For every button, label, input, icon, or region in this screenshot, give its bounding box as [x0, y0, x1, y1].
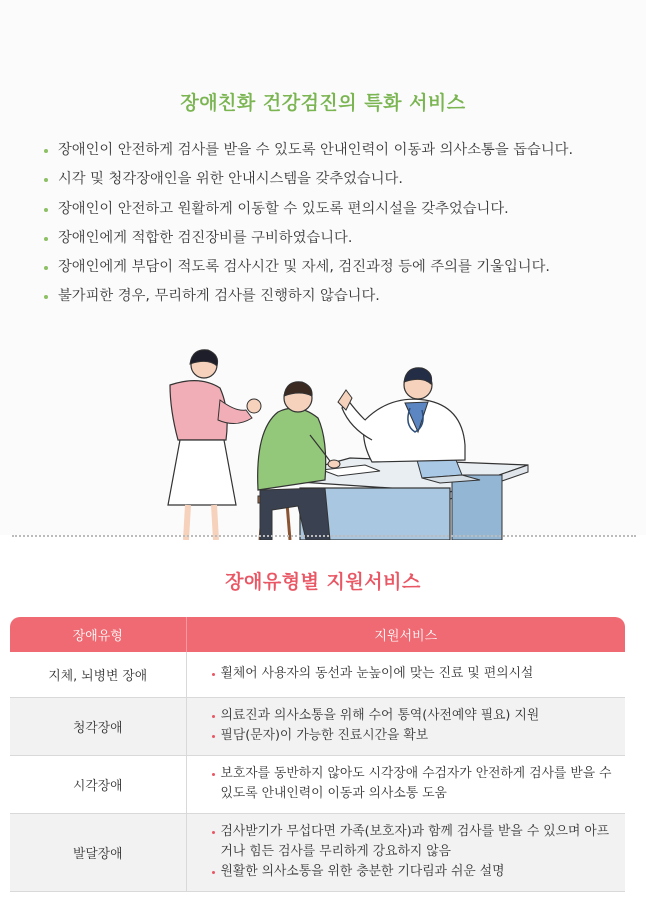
- section-title-support-by-type: 장애유형별 지원서비스: [225, 571, 421, 593]
- table-row: [10, 697, 625, 755]
- section-divider: [12, 535, 636, 537]
- disability-type-cell: 발달장애: [10, 813, 186, 891]
- column-header-service: 지원서비스: [186, 617, 625, 652]
- bullet-dot-icon: [44, 208, 48, 212]
- support-table: [10, 617, 625, 892]
- service-item-text: 보호자를 동반하지 않아도 시각장애 수검자가 안전하게 검사를 받을 수 있도록 안내인력이 이동과 의사소통 도움: [220, 766, 612, 801]
- table-row: [10, 755, 625, 813]
- service-item: [212, 862, 614, 882]
- service-item-text: 검사받기가 무섭다면 가족(보호자)과 함께 검사를 받을 수 있으며 아프거나 힘든 검사를 무리하게 강요하지 않음: [220, 824, 610, 859]
- feature-item: [44, 136, 573, 165]
- service-cell: [186, 813, 625, 891]
- bullet-dot-icon: [44, 149, 48, 153]
- disability-type-cell: 청각장애: [10, 697, 186, 755]
- bullet-dot-icon: [44, 295, 48, 299]
- feature-item: [44, 282, 573, 311]
- bullet-dot-icon: [212, 735, 215, 738]
- feature-item-text: 장애인에게 적합한 검진장비를 구비하였습니다.: [58, 229, 353, 246]
- bullet-dot-icon: [44, 266, 48, 270]
- feature-item-text: 장애인이 안전하게 검사를 받을 수 있도록 안내인력이 이동과 의사소통을 돕습니다.: [58, 142, 574, 158]
- service-item-text: 휠체어 사용자의 동선과 눈높이에 맞는 진료 및 편의시설: [220, 666, 534, 682]
- disability-type-cell: 지체, 뇌병변 장애: [10, 652, 186, 697]
- bullet-dot-icon: [44, 178, 48, 182]
- service-cell: [186, 697, 625, 755]
- service-item: [212, 664, 614, 684]
- feature-item-text: 장애인에게 부담이 적도록 검사시간 및 자세, 검진과정 등에 주의를 기울입니다.: [58, 259, 550, 276]
- section-title-special-services: 장애친화 건강검진의 특화 서비스: [180, 92, 466, 114]
- service-item-text: 의료진과 의사소통을 위해 수어 통역(사전예약 필요) 지원: [220, 708, 540, 723]
- feature-item: [44, 195, 573, 224]
- disability-type-cell: 시각장애: [10, 755, 186, 813]
- feature-item-text: 장애인이 안전하고 원활하게 이동할 수 있도록 편의시설을 갖추었습니다.: [58, 200, 509, 217]
- bullet-dot-icon: [212, 871, 215, 874]
- service-item: [212, 706, 614, 726]
- service-item-text: 원활한 의사소통을 위한 충분한 기다림과 쉬운 설명: [220, 864, 505, 879]
- feature-item-text: 시각 및 청각장애인을 위한 안내시스템을 갖추었습니다.: [58, 171, 403, 188]
- bullet-dot-icon: [44, 237, 48, 241]
- bullet-dot-icon: [212, 715, 215, 718]
- feature-item: [44, 224, 573, 253]
- table-row: [10, 652, 625, 697]
- doctor-consultation-illustration: [160, 340, 530, 540]
- table-header-row: [10, 617, 625, 652]
- bullet-dot-icon: [212, 773, 215, 776]
- bullet-dot-icon: [212, 673, 215, 676]
- feature-item: [44, 165, 573, 194]
- service-item: [212, 764, 614, 804]
- bullet-dot-icon: [212, 831, 215, 834]
- service-item-text: 필담(문자)이 가능한 진료시간을 확보: [220, 728, 429, 743]
- table-row: [10, 813, 625, 891]
- service-cell: [186, 755, 625, 813]
- feature-item-text: 불가피한 경우, 무리하게 검사를 진행하지 않습니다.: [58, 288, 380, 305]
- service-item: [212, 822, 614, 862]
- column-header-type: 장애유형: [10, 617, 186, 652]
- service-cell: [186, 652, 625, 697]
- feature-list: [44, 136, 573, 312]
- feature-item: [44, 253, 573, 282]
- service-item: [212, 726, 614, 746]
